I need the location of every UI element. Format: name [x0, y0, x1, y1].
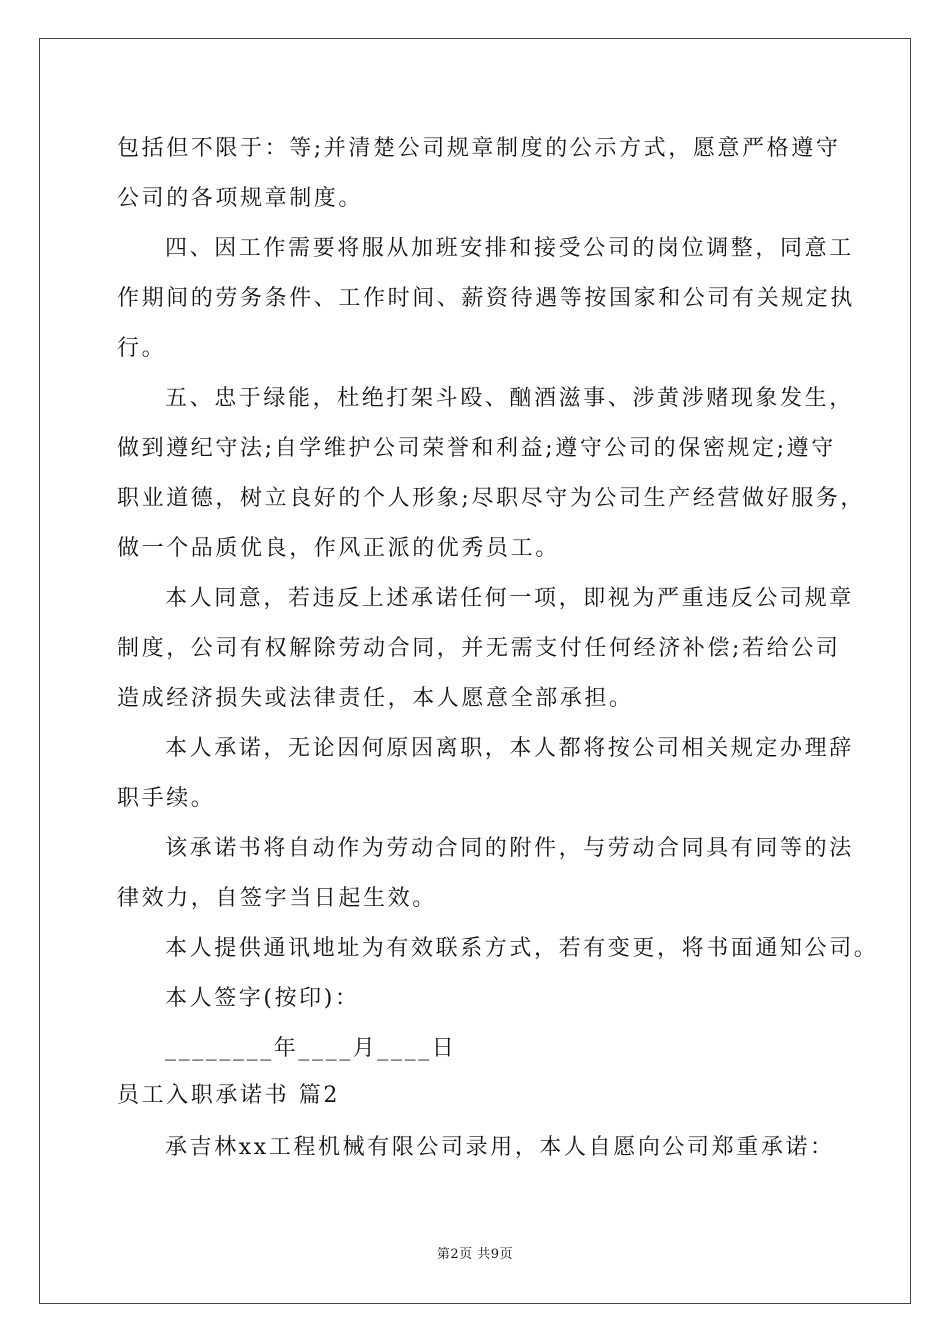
text-line: 律效力，自签字当日起生效。 — [117, 886, 437, 911]
paragraph-attachment-line: 该承诺书将自动作为劳动合同的附件，与劳动合同具有同等的法 — [165, 836, 854, 861]
paragraph-4-line: 四、因工作需要将服从加班安排和接受公司的岗位调整，同意工 — [165, 236, 854, 261]
page-footer: 第2页 共9页 — [436, 1247, 514, 1262]
paragraph-consent-line: 本人同意，若违反上述承诺任何一项，即视为严重违反公司规章 — [165, 586, 854, 611]
text-line: 造成经济损失或法律责任，本人愿意全部承担。 — [117, 686, 634, 711]
text-line: 包括但不限于：等;并清楚公司规章制度的公示方式，愿意严格遵守 — [117, 136, 841, 161]
page-frame — [39, 38, 911, 1304]
signature-label: 本人签字(按印)： — [165, 986, 360, 1011]
paragraph-address-line: 本人提供通讯地址为有效联系方式，若有变更，将书面通知公司。 — [165, 936, 879, 961]
text-line: 公司的各项规章制度。 — [117, 186, 364, 211]
text-line: 做一个品质优良，作风正派的优秀员工。 — [117, 536, 560, 561]
text-line: 作期间的劳务条件、工作时间、薪资待遇等按国家和公司有关规定执 — [117, 286, 856, 311]
text-line: 职业道德，树立良好的个人形象;尽职尽守为公司生产经营做好服务， — [117, 486, 866, 511]
text-line: 职手续。 — [117, 786, 216, 811]
paragraph-intro-line: 承吉林xx工程机械有限公司录用，本人自愿向公司郑重承诺： — [165, 1135, 835, 1160]
paragraph-resignation-line: 本人承诺，无论因何原因离职，本人都将按公司相关规定办理辞 — [165, 736, 854, 761]
text-line: 行。 — [117, 336, 167, 361]
section-heading: 员工入职承诺书 篇2 — [117, 1083, 340, 1108]
paragraph-5-line: 五、忠于绿能，杜绝打架斗殴、酗酒滋事、涉黄涉赌现象发生， — [165, 386, 854, 411]
date-line: ________年____月____日 — [165, 1036, 457, 1061]
text-line: 制度，公司有权解除劳动合同，并无需支付任何经济补偿;若给公司 — [117, 636, 841, 661]
text-line: 做到遵纪守法;自学维护公司荣誉和利益;遵守公司的保密规定;遵守 — [117, 436, 836, 461]
